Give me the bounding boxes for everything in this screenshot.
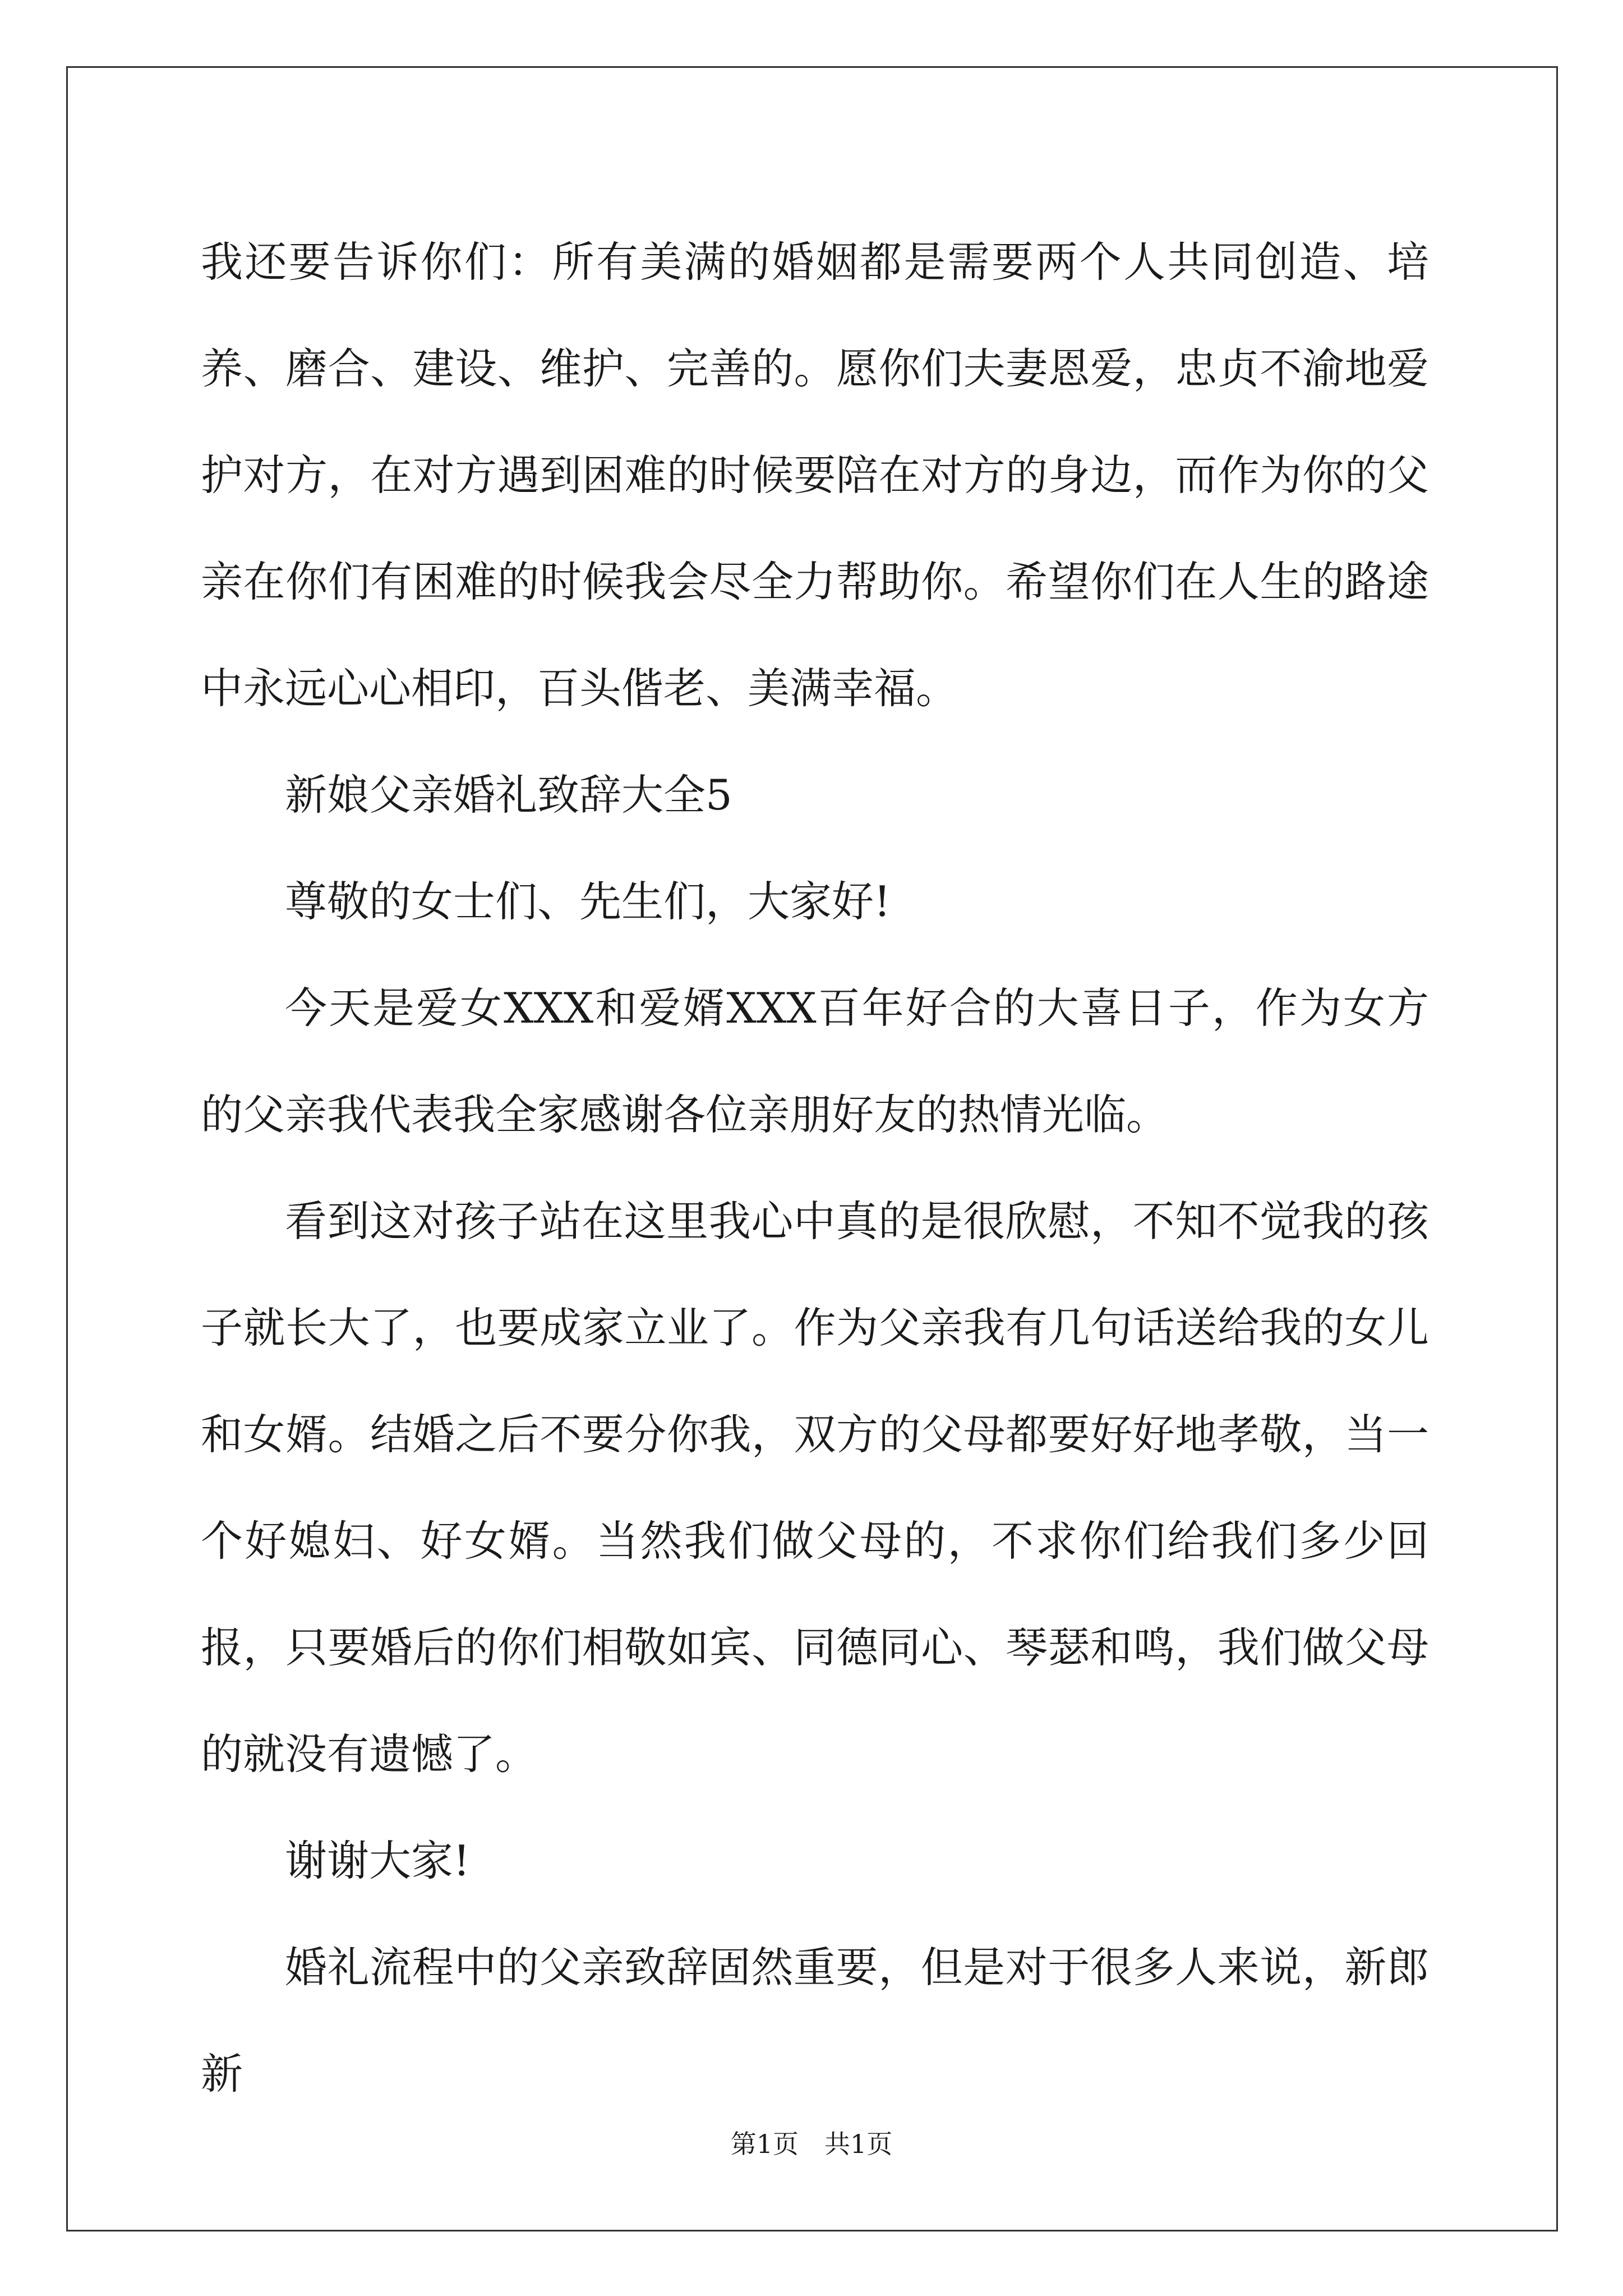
paragraph-greeting: 尊敬的女士们、先生们，大家好! (285, 877, 891, 926)
document-body (201, 209, 1429, 2127)
paragraph-1: 我还要告诉你们：所有美满的婚姻都是需要两个人共同创造、培养、磨合、建设、维护、完善的。愿你们夫妻恩爱，忠贞不渝地爱护对方，在对方遇到困难的时候要陪在对方的身边，而作为你的父亲在你们有困难的时候我会尽全力帮助你。希望你们在人生的路途中永远心心相印，百头偕老、美满幸福。 (201, 237, 1429, 713)
page-footer: 第1页 共1页 (730, 2129, 893, 2159)
paragraph-thanks: 谢谢大家! (285, 1836, 471, 1885)
paragraph-7: 婚礼流程中的父亲致辞固然重要，但是对于很多人来说，新郎新 (201, 1943, 1429, 2099)
paragraph-3: 今天是爱女XXX和爱婿XXX百年好合的大喜日子，作为女方的父亲我代表我全家感谢各位亲朋好友的热情光临。 (201, 983, 1429, 1139)
section-heading: 新娘父亲婚礼致辞大全5 (285, 770, 732, 820)
paragraph-4: 看到这对孩子站在这里我心中真的是很欣慰，不知不觉我的孩子就长大了，也要成家立业了。作为父亲我有几句话送给我的女儿和女婿。结婚之后不要分你我，双方的父母都要好好地孝敬，当一个好媳妇、好女婿。当然我们做父母的，不求你们给我们多少回报，只要婚后的你们相敬如宾、同德同心、琴瑟和鸣，我们做父母的就没有遗憾了。 (201, 1197, 1429, 1779)
